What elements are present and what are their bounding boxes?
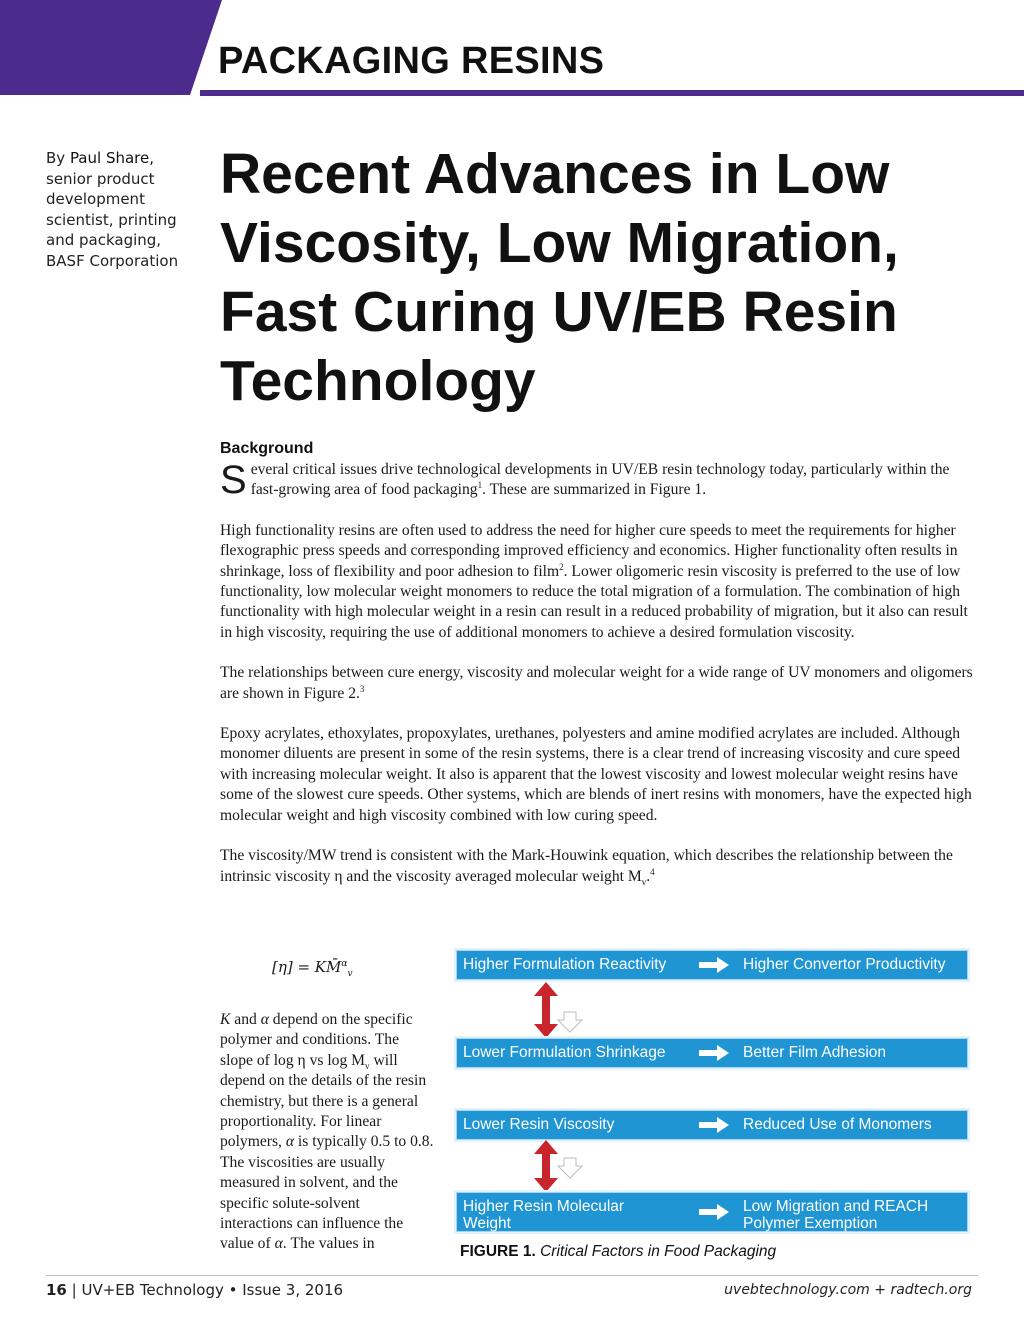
byline [46,148,196,271]
double-arrow-icon [530,982,590,1038]
right-arrow-icon [699,957,729,973]
figure-row-1-right: Higher Convertor Productivity [743,956,946,973]
article-title: Recent Advances in Low Viscosity, Low Migration, Fast Curing UV/EB Resin Technology [220,142,899,413]
double-arrow-icon [530,1140,590,1192]
symbol-alpha-3: α [274,1235,283,1253]
equation-subscript: v [347,969,353,979]
drop-cap: S [220,458,247,502]
header-accent-shape [0,0,230,95]
paragraph-6-text-d: . The values in [282,1235,375,1253]
subscript-v-2: v [365,1060,370,1071]
equation-main: [η] = KM̄ [272,958,342,976]
figure-row-3 [456,1110,968,1140]
header-rule [200,90,1024,96]
figure-row-2 [456,1038,968,1068]
reference-3: 3 [359,683,365,694]
section-title: PACKAGING RESINS [218,40,605,82]
paragraph-1-text: everal critical issues drive technological developments in UV/EB resin technology today, particularly within the fast-growing area of food packaging [250,461,950,499]
figure-row-2-left: Lower Formulation Shrinkage [463,1044,666,1061]
paragraph-3 [220,663,975,704]
footer-sites: uvebtechnology.com + radtech.org [724,1282,972,1298]
figure-row-1 [456,950,968,980]
symbol-alpha-2: α [285,1133,295,1151]
section-heading-background: Background [220,440,314,457]
figure-1-diagram [456,950,968,1266]
publication-info: UV+EB Technology • Issue 3, 2016 [81,1281,344,1299]
reference-4: 4 [650,866,655,877]
mark-houwink-equation [272,958,353,979]
article-body [220,438,975,907]
paragraph-2-text-end: . Lower oligomeric resin viscosity is preferred to the use of low functionality, low molecular weight monomers to reduce the total migration of a formulation. The combination of high functionality with high molecular weight in a resin can result in a reduced probability of migration, but it also can result in high viscosity, requiring the use of additional monomers to achieve a desired formulation viscosity. [220,562,968,641]
paragraph-1 [220,460,975,501]
footer-rule [46,1275,978,1276]
paragraph-2 [220,521,975,643]
paragraph-1-text-end: . These are summarized in Figure 1. [482,481,707,499]
figure-row-4-right: Low Migration and REACH Polymer Exemption [743,1198,929,1232]
byline-author: Paul Share, [69,149,154,167]
equation-exponent: α [341,959,348,969]
subscript-v: v [641,876,647,887]
paragraph-2-text: High functionality resins are often used to address the need for higher cure speeds to meet the requirements for higher flexographic press speeds and corresponding improved efficiency and economics. Higher functionality often results in shrinkage, loss of flexibility and poor adhesion to film [220,521,958,580]
reference-1: 1 [477,480,483,491]
reference-2: 2 [559,561,564,572]
figure-row-3-left: Lower Resin Viscosity [463,1116,615,1133]
figure-row-1-left: Higher Formulation Reactivity [463,956,667,973]
paragraph-6 [220,1010,434,1255]
figure-row-3-right: Reduced Use of Monomers [743,1116,932,1133]
paragraph-5-period: . [646,867,651,885]
figure-caption-label: FIGURE 1. [460,1243,536,1260]
paragraph-5-text: The viscosity/MW trend is consistent with the Mark-Houwink equation, which describes the relationship between the intrinsic viscosity η and the viscosity averaged molecular weight M [220,847,953,885]
paragraph-5 [220,846,975,887]
figure-caption [460,1243,776,1261]
narrow-column [220,1010,434,1255]
right-arrow-icon [699,1045,729,1061]
byline-role: senior product development scientist, printing and packaging, BASF Corporation [46,169,179,270]
symbol-k: K [220,1011,231,1028]
right-arrow-icon [699,1117,729,1133]
byline-by: By [46,149,70,167]
figure-row-4-left: Higher Resin Molecular Weight [463,1198,625,1232]
footer-separator: | [66,1281,82,1299]
symbol-alpha: α [260,1011,269,1028]
figure-row-2-right: Better Film Adhesion [743,1044,887,1061]
figure-row-4 [456,1192,968,1232]
right-arrow-icon [699,1204,729,1220]
paragraph-4: Epoxy acrylates, ethoxylates, propoxylates, urethanes, polyesters and amine modified acrylates are included. Although monomer diluents are present in some of the resin systems, there is a clear trend of increasing viscosity and cure speed with increasing molecular weight. It also is apparent that the lowest viscosity and lowest molecular weight resins have some of the slowest cure speeds. Other systems, which are blends of inert resins with monomers, have the expected high molecular weight and high viscosity combined with low curing speed. [220,725,972,824]
paragraph-6-text-c: is typically 0.5 to 0.8. The viscosities are usually measured in solvent, and the specific solute-solvent interactions can influence the value of [220,1133,434,1253]
and-text: and [230,1011,261,1028]
footer-left [46,1281,343,1299]
paragraph-6-text-b: will depend on the details of the resin chemistry, but there is a general proportionality. For linear polymers, [220,1051,427,1151]
paragraph-3-text: The relationships between cure energy, viscosity and molecular weight for a wide range of UV monomers and oligomers are shown in Figure 2. [220,664,973,702]
page-number: 16 [46,1281,67,1299]
paragraph-6-text-a: depend on the specific polymer and conditions. The slope of log η vs log M [220,1011,413,1069]
figure-caption-text: Critical Factors in Food Packaging [540,1243,777,1260]
